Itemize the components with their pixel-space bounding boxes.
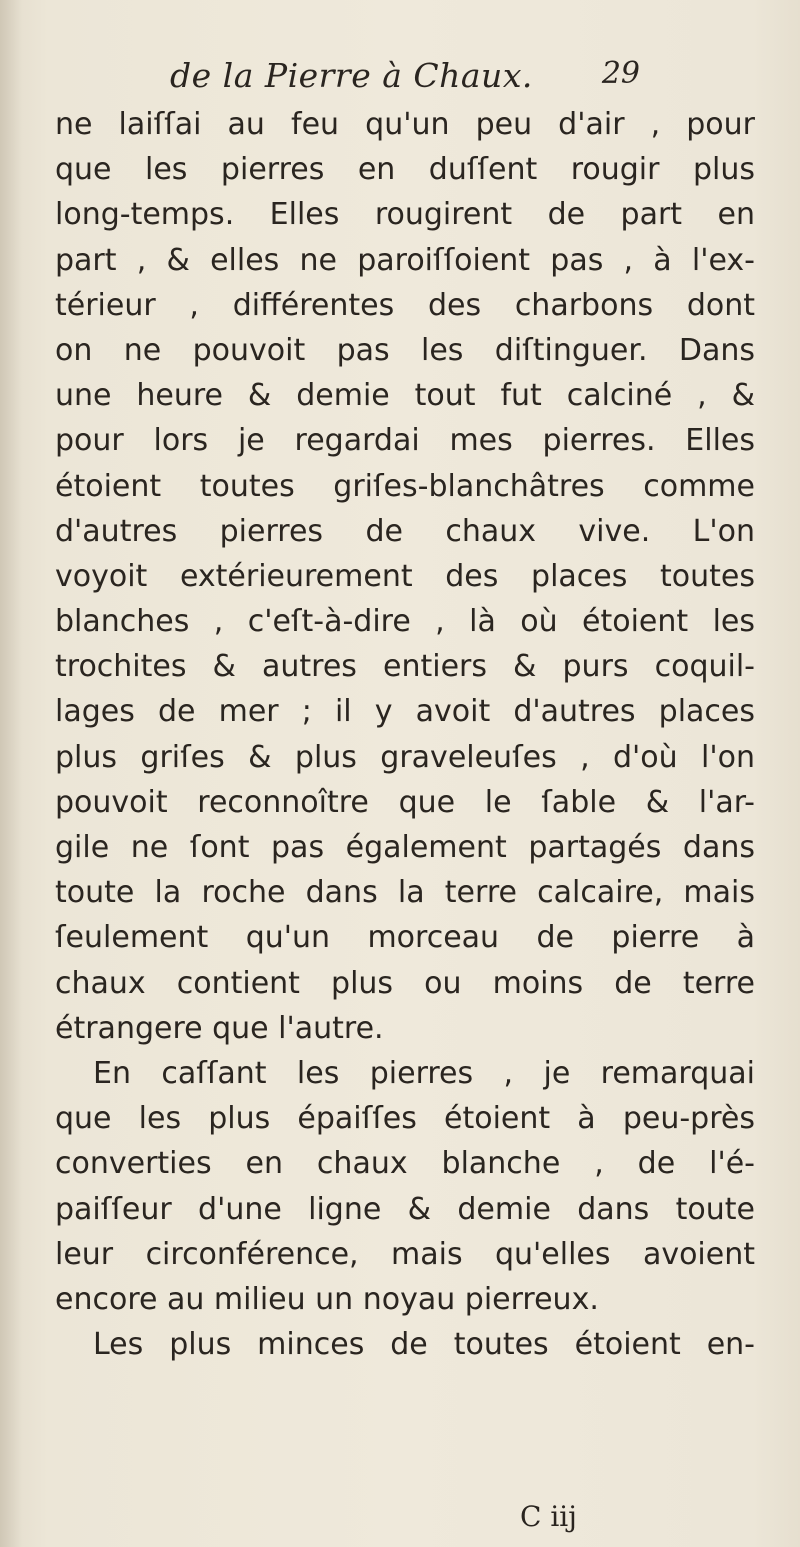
text-line: encore au milieu un noyau pierreux. bbox=[55, 1281, 599, 1317]
text-line: ne laiſſai au feu qu'un peu d'air , pour bbox=[55, 107, 755, 142]
text-line: pour lors je regardai mes pierres. Elles bbox=[55, 423, 755, 459]
text-line: plus griſes & plus graveleuſes , d'où l'on bbox=[55, 739, 755, 775]
running-head bbox=[170, 56, 640, 106]
text-line: étrangere que l'autre. bbox=[55, 1010, 384, 1046]
text-line: térieur , différentes des charbons dont bbox=[55, 287, 755, 323]
text-line: étoient toutes griſes-blanchâtres comme bbox=[55, 468, 755, 504]
text-line: voyoit extérieurement des places toutes bbox=[55, 558, 755, 594]
text-line: que les pierres en duſſent rougir plus bbox=[55, 152, 755, 188]
text-line: lages de mer ; il y avoit d'autres places bbox=[55, 694, 755, 730]
text-line: on ne pouvoit pas les diſtinguer. Dans bbox=[55, 332, 755, 368]
text-line: long-temps. Elles rougirent de part en bbox=[55, 197, 755, 233]
text-line: toute la roche dans la terre calcaire, mais bbox=[55, 875, 755, 911]
text-line: En caſſant les pierres , je remarquai bbox=[93, 1055, 755, 1091]
running-title: de la Pierre à Chaux. bbox=[170, 56, 533, 95]
gutter-shadow bbox=[0, 0, 22, 1547]
text-line: blanches , c'eſt-à-dire , là où étoient les bbox=[55, 604, 755, 640]
signature-mark: C iij bbox=[520, 1500, 577, 1533]
text-line: ſeulement qu'un morceau de pierre à bbox=[55, 920, 755, 956]
text-line: leur circonférence, mais qu'elles avoient bbox=[55, 1236, 755, 1272]
text-line: converties en chaux blanche , de l'é- bbox=[55, 1146, 755, 1182]
text-line: pouvoit reconnoître que le ſable & l'ar- bbox=[55, 784, 755, 820]
text-line: part , & elles ne paroiſſoient pas , à l'ex- bbox=[55, 242, 755, 278]
text-line: d'autres pierres de chaux vive. L'on bbox=[55, 513, 755, 549]
text-line: Les plus minces de toutes étoient en- bbox=[93, 1327, 755, 1363]
text-line: paiſſeur d'une ligne & demie dans toute bbox=[55, 1191, 755, 1227]
text-line: que les plus épaiſſes étoient à peu-près bbox=[55, 1101, 755, 1137]
body-text bbox=[55, 102, 755, 1367]
text-line: chaux contient plus ou moins de terre bbox=[55, 965, 755, 1001]
text-line: gile ne ſont pas également partagés dans bbox=[55, 830, 755, 865]
text-line: trochites & autres entiers & purs coquil- bbox=[55, 649, 755, 685]
page-number: 29 bbox=[601, 56, 640, 91]
text-line: une heure & demie tout fut calciné , & bbox=[55, 378, 755, 414]
